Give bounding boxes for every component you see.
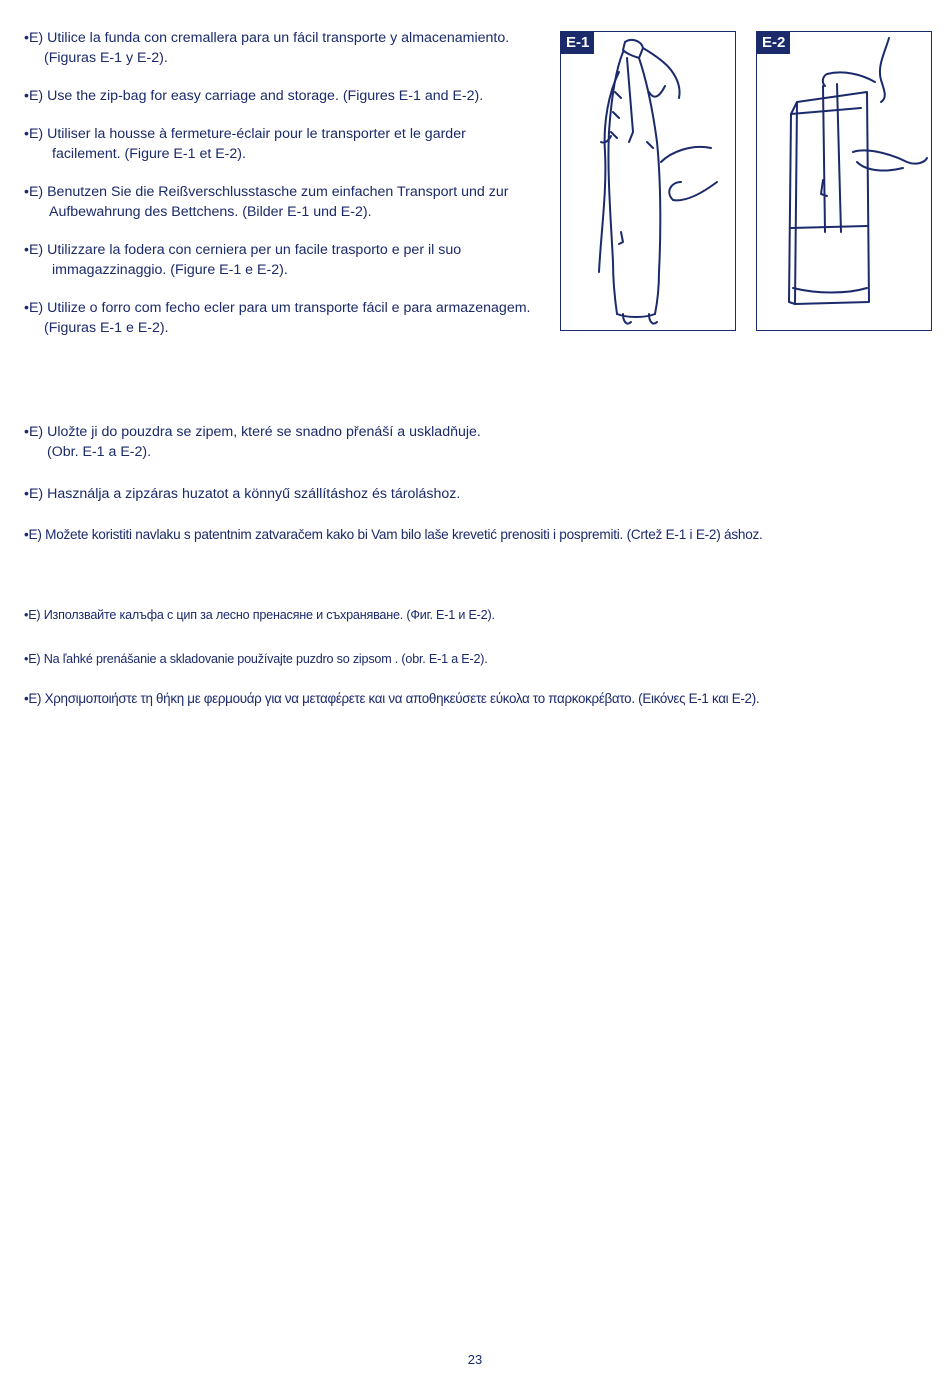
instruction-cs-line1: •E) Uložte ji do pouzdra se zipem, které se snadno přenáší a uskladňuje. [24,424,481,440]
instruction-cs-line2: (Obr. E-1 a E-2). [47,444,152,460]
instruction-de [24,182,508,222]
instruction-en [24,86,483,106]
instruction-es-line2: (Figuras E-1 y E-2). [44,50,168,66]
instruction-es [24,28,509,68]
instruction-it [24,240,461,280]
instruction-es-line1: •E) Utilice la funda con cremallera para un fácil transporte y almacenamiento. [24,30,510,46]
instruction-de-line1: •E) Benutzen Sie die Reißverschlusstasche zum einfachen Transport und zur [24,184,509,200]
figure-e2-illustration [757,32,931,330]
figure-e1-illustration [561,32,735,330]
instruction-fr [24,124,466,164]
instruction-bg-line1: •E) Използвайте калъфа с цип за лесно пренасяне и съхраняване. (Фиг. E-1 и E-2). [24,608,495,622]
page-number: 23 [467,1352,483,1367]
instruction-it-line2: immagazzinaggio. (Figure E-1 e E-2). [52,262,288,278]
instruction-fr-line1: •E) Utiliser la housse à fermeture-éclair pour le transporter et le garder [24,126,466,142]
instruction-pt-line1: •E) Utilize o forro com fecho ecler para um transporte fácil e para armazenagem. [24,300,531,316]
instruction-sk [24,649,488,669]
instruction-it-line1: •E) Utilizzare la fodera con cerniera per un facile trasporto e per il suo [24,242,462,258]
instruction-bg [24,605,495,625]
instruction-cs [24,422,481,462]
figure-e1 [560,31,736,331]
instruction-hr-line1: •E) Možete koristiti navlaku s patentnim zatvaračem kako bi Vam bilo laše krevetić prenositi i pospremiti. (Crtež E-1 i E-2) áshoz. [24,527,763,542]
instruction-hu-line1: •E) Használja a zipzáras huzatot a könnyű szállításhoz és tároláshoz. [24,486,461,502]
instruction-hu [24,484,460,504]
instruction-pt-line2: (Figuras E-1 e E-2). [44,320,169,336]
instruction-sk-line1: •E) Na ľahké prenášanie a skladovanie používajte puzdro so zipsom . (obr. E-1 a E-2). [24,652,488,666]
instruction-pt [24,298,530,338]
figure-e2 [756,31,932,331]
instruction-hr [24,525,763,545]
figure-e2-label: E-2 [757,32,790,54]
instruction-fr-line2: facilement. (Figure E-1 et E-2). [52,146,246,162]
instruction-el-line1: •E) Χρησιμοποιήστε τη θήκη με φερμουάρ για να μεταφέρετε και να αποθηκεύσετε εύκολα το παρκοκρέβατο. (Εικόνες E-1 και E-2). [24,691,760,706]
instruction-el [24,689,759,709]
instruction-de-line2: Aufbewahrung des Bettchens. (Bilder E-1 und E-2). [49,204,372,220]
instruction-en-line1: •E) Use the zip-bag for easy carriage and storage. (Figures E-1 and E-2). [24,88,484,104]
figure-e1-label: E-1 [561,32,594,54]
